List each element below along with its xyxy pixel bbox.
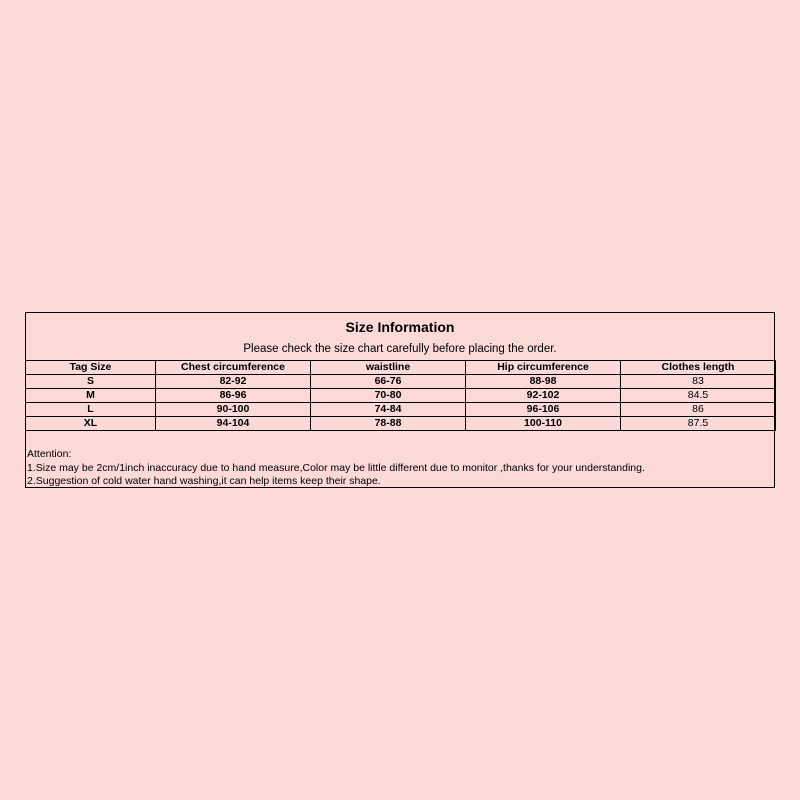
tag-size-cell: M [26, 389, 156, 403]
tag-size-cell: S [26, 375, 156, 389]
hip-cell: 88-98 [466, 375, 621, 389]
header-chest: Chest circumference [156, 361, 311, 375]
attention-line: 2.Suggestion of cold water hand washing,it can help items keep their shape. [27, 475, 381, 487]
size-chart [25, 312, 775, 488]
tag-size-cell: L [26, 403, 156, 417]
table-row [26, 403, 776, 417]
table-row [26, 375, 776, 389]
hip-cell: 96-106 [466, 403, 621, 417]
length-cell: 84.5 [621, 389, 776, 403]
tag-size-cell: XL [26, 417, 156, 431]
header-length: Clothes length [621, 361, 776, 375]
waistline-cell: 66-76 [311, 375, 466, 389]
table-row [26, 417, 776, 431]
chest-cell: 94-104 [156, 417, 311, 431]
hip-cell: 100-110 [466, 417, 621, 431]
attention-heading: Attention: [27, 448, 72, 460]
header-hip: Hip circumference [466, 361, 621, 375]
chest-cell: 82-92 [156, 375, 311, 389]
attention-line: 1.Size may be 2cm/1inch inaccuracy due to hand measure,Color may be little different due to monitor ,thanks for your understanding. [27, 461, 645, 474]
length-cell: 86 [621, 403, 776, 417]
table-header-row [26, 361, 776, 375]
header-tag-size: Tag Size [26, 361, 156, 375]
waistline-cell: 78-88 [311, 417, 466, 431]
size-table [25, 360, 776, 431]
attention-notes [27, 448, 645, 489]
header-waistline: waistline [311, 361, 466, 375]
table-row [26, 389, 776, 403]
hip-cell: 92-102 [466, 389, 621, 403]
length-cell: 87.5 [621, 417, 776, 431]
waistline-cell: 74-84 [311, 403, 466, 417]
waistline-cell: 70-80 [311, 389, 466, 403]
chart-title: Size Information [345, 319, 455, 335]
chart-subtitle: Please check the size chart carefully before placing the order. [243, 343, 557, 355]
chest-cell: 90-100 [156, 403, 311, 417]
chest-cell: 86-96 [156, 389, 311, 403]
length-cell: 83 [621, 375, 776, 389]
